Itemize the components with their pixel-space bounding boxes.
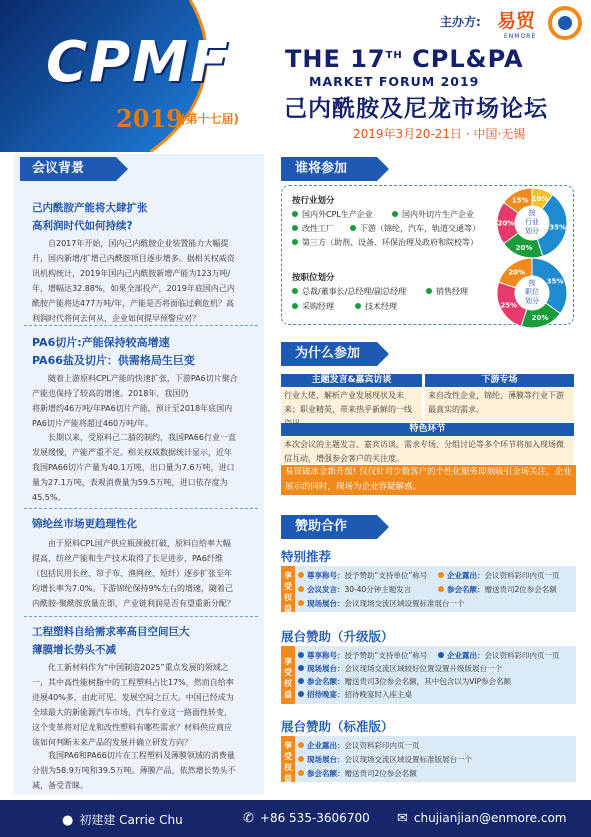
- s1-paragraph: 自2017年开始，国内己内酰胺企业装置能力大幅提 升，国内新增/扩增己内酰胺项目逐步增多。据相关权威资 讯机构统计，2019年国内己内酰胺新增产能为123万吨/ 年，增幅达32.88%，如果全部投产，2019年底国内己内 酰胺产能将达477万吨/年，产能是否将面临过剩危机？高 利润时代将何去何从，企业如何提早预警应对？: [32, 239, 235, 323]
- pie-center-label: 划分: [525, 227, 539, 235]
- why-text-special: 本次会议的主题发言、嘉宾访谈、需求专场、分组讨论等多个环节将加入现场微信互动，增强参会客户的关注度。: [281, 437, 574, 464]
- booth-std-badge: 享受权益: [281, 736, 295, 782]
- bullet-icon: [298, 678, 304, 684]
- industry-item: 国内外CPL生产企业: [292, 209, 373, 220]
- pie-center-label: 行业: [525, 218, 539, 226]
- host-label: 主办方:: [440, 15, 481, 29]
- bullet-icon: [292, 303, 298, 309]
- position-item: 总裁/董事长/总经理/副总经理: [292, 286, 406, 297]
- pie-slice-label: 20%: [531, 314, 549, 323]
- bullet-icon: [298, 770, 304, 776]
- phone-icon: ✆: [243, 811, 254, 826]
- bullet-icon: [298, 665, 304, 671]
- pie-center-label: 划分: [525, 297, 539, 305]
- booth-up-badge: 享受权益: [281, 646, 295, 704]
- bullet-icon: [292, 288, 298, 294]
- special-line: 参会名额：赠送贵司2位参会名额: [438, 584, 557, 595]
- booth-up-line: 招待晚宴：招待晚宴时入座主桌: [298, 689, 412, 700]
- header-banner: [0, 0, 591, 152]
- email-icon: ✉: [397, 811, 408, 826]
- forum-date-place: 2019年3月20-21日 · 中国·无锡: [353, 127, 526, 141]
- industry-item: 国内外切片生产企业: [392, 209, 474, 220]
- bullet-icon: [438, 652, 444, 658]
- bullet-icon: [298, 691, 304, 697]
- industry-item: 下游（锦纶，汽车，轨道交通等）: [350, 223, 480, 234]
- contact-phone[interactable]: ✆ +86 535-3606700: [243, 811, 370, 826]
- booth-up-line: 参会名额：赠送贵司3位参会名额，其中包含以为VIP参会名额: [298, 676, 511, 687]
- section-title-sponsor: 赞助合作: [281, 515, 377, 539]
- pie-slice-label: 20%: [497, 219, 515, 228]
- pie-slice-label: 10%: [531, 194, 549, 203]
- special-title: 特别推荐: [281, 549, 332, 564]
- bullet-icon: [350, 225, 356, 231]
- position-item: 技术经理: [355, 301, 397, 312]
- bullet-icon: [438, 572, 444, 578]
- why-text-downstream: 来自改性企业，锦纶，薄膜等行业下游最真实的需求。: [425, 388, 574, 421]
- pie-slice-label: 25%: [500, 301, 518, 310]
- divider: [24, 616, 258, 617]
- bullet-icon: [298, 756, 304, 762]
- booth-std-line: 参会名额：赠送贵司2位参会名额: [298, 768, 417, 779]
- booth-up-line: 尊享称号：授予赞助“支持单位”称号: [298, 650, 427, 661]
- bullet-icon: [426, 288, 432, 294]
- pie-slice-label: 20%: [508, 268, 526, 277]
- industry-item: 改性工厂: [292, 223, 334, 234]
- industry-pie-chart: [495, 186, 569, 260]
- footer-bar: [0, 800, 591, 837]
- special-line: 尊享称号：授予赞助“支持单位”称号: [298, 570, 427, 581]
- booth-up-line: 企业露出：会议资料彩印内页一页: [438, 650, 560, 661]
- s4-paragraph-2: 我国PA6和PA66切片在工程塑料及薄膜领域的消费量 分别为58.9万吨和39.5万吨。薄膜产品，依然增长势头不 减，备受青睐。: [32, 751, 236, 790]
- special-line: 现场展台：会议现场交流区域设置标准展台一个: [298, 598, 465, 609]
- position-item: 销售经理: [426, 286, 468, 297]
- position-item: 采购经理: [292, 301, 334, 312]
- booth-std-line: 现场展台：会议现场交流区域设置标准版展台一个: [298, 754, 472, 765]
- bullet-icon: [292, 239, 298, 245]
- host-logo-sub: ENMORE: [504, 33, 537, 40]
- booth-std-title: 展台赞助（标准版）: [281, 719, 394, 734]
- special-badge: 享受权益: [281, 566, 295, 612]
- bullet-icon: [298, 600, 304, 606]
- bullet-icon: [292, 211, 298, 217]
- why-text-keynote: 行业大佬，解析产业发展现状及未来；职业精英，带来热乎新鲜的一线: [281, 388, 422, 421]
- s4-paragraph-1: 化工新材料作为“中国制造2025”重点发展的领域之 一，其中高性能树脂中的工程塑料占比17%，然而自给率 进展40%多，由此可见，发展空间之巨大。中国已经成为 全球最大的新能源汽车市场，汽车行业这一路面性转变， 这个变革将对尼龙和改性塑料有哪些需求？材料供应商应 该如何判断未来产品的发展并确立研发方向？: [32, 663, 234, 747]
- host-logo: 易贸: [497, 10, 536, 32]
- pie-center-label: 按: [528, 209, 536, 217]
- forum-title-cn: 己内酰胺及尼龙市场论坛: [284, 96, 548, 122]
- s2-heading-1: PA6切片:产能保持较高增速: [32, 336, 170, 349]
- bullet-icon: [298, 572, 304, 578]
- section-title-background: 会议背景: [20, 157, 116, 181]
- s4-heading-1: 工程塑料自给需求率高目空间巨大: [32, 626, 190, 638]
- booth-up-title: 展台赞助（升级版）: [281, 629, 394, 644]
- contact-email[interactable]: ✉ chujianjian@enmore.com: [397, 811, 567, 826]
- bullet-icon: [392, 211, 398, 217]
- why-head-special: 特色环节: [281, 423, 574, 436]
- booth-std-line: 企业露出：会议资料彩印内页一页: [298, 740, 420, 751]
- s4-heading-2: 薄膜增长势头不减: [32, 644, 116, 656]
- logo-edition: (第十七届): [180, 112, 239, 126]
- s2-paragraph-1: 随着上游原料CPL产能的快速扩张，下游PA6切片聚合 产能也保持了较高的增速。2018年，我国仍 将新增约46万吨/年PA6切片产能，预计至2018年底国内 PA6切片产能将超过460万吨/年。: [32, 374, 238, 428]
- why-head-downstream: 下游专场: [425, 374, 574, 387]
- industry-heading: 按行业划分: [292, 196, 335, 206]
- why-head-keynote: 主题发言&嘉宾访谈: [281, 374, 422, 387]
- bullet-icon: [355, 303, 361, 309]
- s2-heading-2: PA66盐及切片：供需格局生巨变: [32, 354, 195, 367]
- pie-slice-label: 15%: [511, 196, 529, 205]
- person-icon: ●: [62, 813, 74, 828]
- industry-item: 第三方（助剂、设备、环保治理及政府和院校等）: [292, 237, 478, 248]
- s1-heading-1: 己内酰胺产能将大肆扩张: [32, 202, 148, 214]
- bullet-icon: [298, 586, 304, 592]
- pie-slice-label: 35%: [549, 223, 567, 232]
- pie-center-label: 职位: [525, 288, 539, 296]
- bullet-icon: [438, 586, 444, 592]
- pie-center-label: 按: [528, 279, 536, 287]
- forum-title-en: THE 17TH CPL&PA: [285, 45, 524, 73]
- s3-heading: 锦纶丝市场更趋理性化: [32, 518, 137, 530]
- contact-name: ● 初建建 Carrie Chu: [62, 813, 183, 828]
- icebreaker-note: 易贸破冰全新升级! 仅仅针对少数客户的个性化服务即刻吸引全场关注，企业展示的同时，现场为企业容疑解惑。: [281, 465, 576, 495]
- bullet-icon: [298, 652, 304, 658]
- forum-subtitle-en: MARKET FORUM 2019: [309, 74, 480, 89]
- pie-slice-label: 20%: [515, 244, 533, 253]
- divider: [24, 508, 258, 509]
- special-line: 会议发言：30-40分钟主题发言: [298, 584, 411, 595]
- enmore-logo-icon: [548, 6, 582, 40]
- cpmf-logo: CPMF: [46, 30, 231, 95]
- position-pie-chart: [495, 256, 569, 330]
- bullet-icon: [292, 225, 298, 231]
- s3-paragraph: 由于原料CPL国产供应瓶颈被打破，原料自给率大幅 提高，纺丝产能和生产技术取得了长足进步，PA6纤维 （包括民用长丝、帘子布、渔网丝、短纤）逐步扩张至年 均增长率为7.0%。下游锦纶保持9%左右的增速，随着己 内酰胺-聚酰胺放量在即，产业链利润是否有望重新分配？: [32, 539, 235, 608]
- s1-heading-2: 高利润时代如何持续?: [32, 220, 133, 232]
- pie-slice-label: 35%: [546, 277, 564, 286]
- bullet-icon: [298, 742, 304, 748]
- position-heading: 按职位划分: [292, 273, 335, 283]
- booth-up-line: 现场展台：会议现场交流区域较好位置设置升级版展台一个: [298, 663, 502, 674]
- divider: [24, 325, 258, 326]
- s2-paragraph-2: 长期以来，受原料己二腈的制约，我国PA66行业一直 发展缓慢，产能严重不足。相关权威数据统计显示，近年 我国PA66切片产量为40.1万吨，出口量为7.6万吨，进口 量为27.1万吨，表观消费量为59.5万吨，进口依存度为 45.5%。: [32, 433, 236, 502]
- logo-year: 2019: [116, 104, 183, 133]
- section-title-who: 谁将参加: [281, 157, 377, 181]
- special-line: 企业露出：会议资料彩印内页一页: [438, 570, 560, 581]
- section-title-why: 为什么参加: [281, 342, 377, 366]
